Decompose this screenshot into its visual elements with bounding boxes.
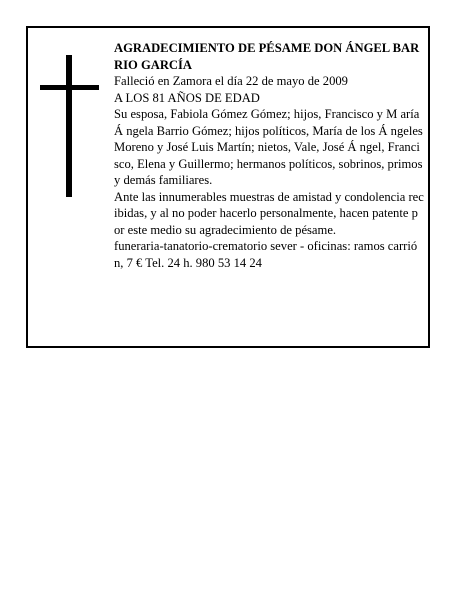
funeral-home-line: funeraria-tanatorio-crematorio sever - oficinas: ramos carrión, 7 € Tel. 24 h. 980 53 14 24 [114,239,418,270]
cross-icon [40,55,99,197]
cross-horizontal-bar [40,85,99,90]
obituary-notice [26,26,430,348]
death-line: Falleció en Zamora el día 22 de mayo de 2009 [114,74,348,88]
family-paragraph: Su esposa, Fabiola Gómez Gómez; hijos, Francisco y M aría Á ngela Barrio Gómez; hijos políticos, María de los Á ngeles Moreno y José Luis Martín; nietos, Vale, José Á ngel, Francisco, Elena y Guillermo; hermanos políticos, sobrinos, primos y demás familiares. [114,107,423,187]
notice-title: AGRADECIMIENTO DE PÉSAME DON ÁNGEL BARRIO GARCÍA [114,41,420,72]
notice-text [114,40,424,271]
age-line: A LOS 81 AÑOS DE EDAD [114,90,260,105]
thanks-paragraph: Ante las innumerables muestras de amistad y condolencia recibidas, y al no poder hacerlo personalmente, hacen patente por este medio su agradecimiento de pésame. [114,189,424,237]
cross-vertical-bar [66,55,72,197]
